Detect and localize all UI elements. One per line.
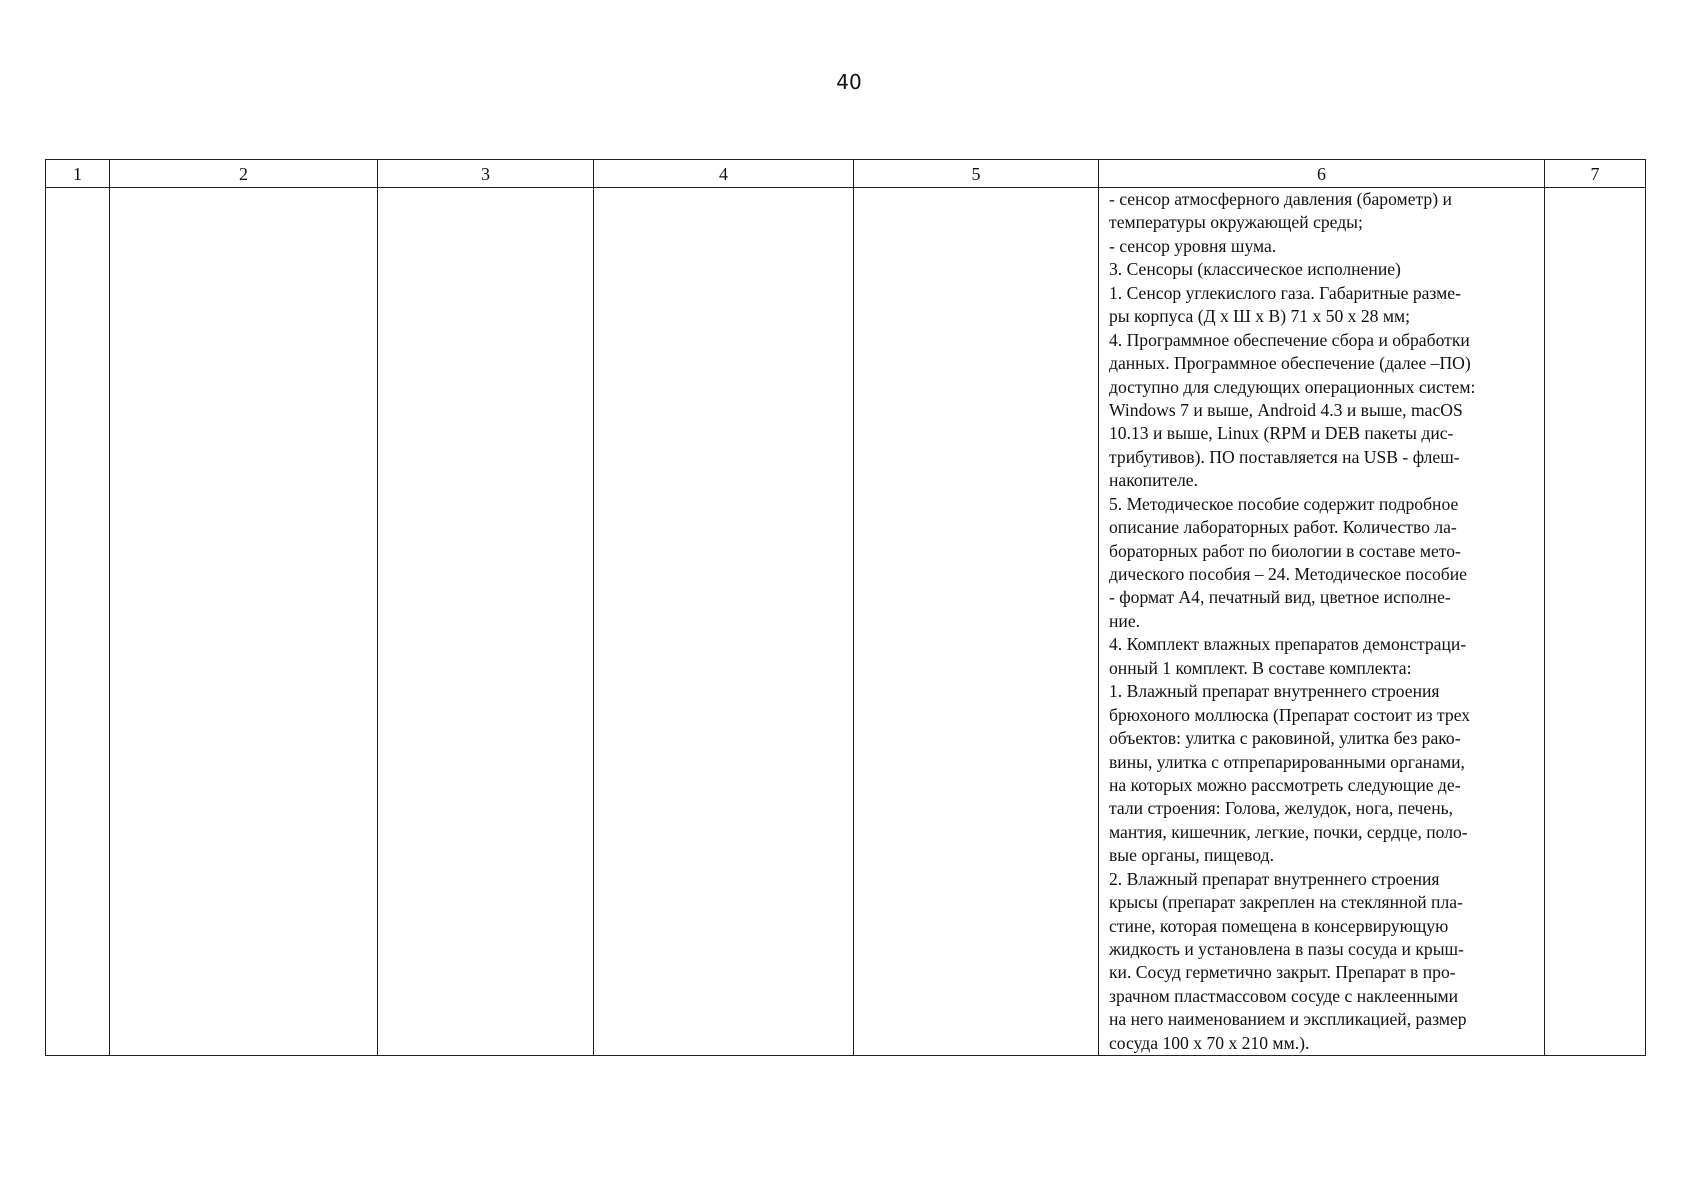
text-line: жидкость и установлена в пазы сосуда и крыш- [1109, 939, 1464, 959]
text-line: температуры окружающей среды; [1109, 212, 1363, 233]
text-line: 2. Влажный препарат внутреннего строения [1109, 868, 1440, 889]
text-line: онный 1 комплект. В составе комплекта: [1109, 657, 1412, 678]
text-line: 3. Сенсоры (классическое исполнение) [1109, 259, 1401, 280]
text-line: доступно для следующих операционных систем: [1109, 376, 1476, 397]
text-line: на которых можно рассмотреть следующие де- [1109, 774, 1461, 795]
cell-col-4 [594, 188, 854, 1056]
cell-col-7 [1545, 188, 1646, 1056]
text-line: 4. Программное обеспечение сбора и обработки [1109, 329, 1470, 350]
cell-col-5 [854, 188, 1099, 1056]
text-line: - сенсор атмосферного давления (барометр) и [1109, 189, 1452, 209]
specification-table [45, 159, 1646, 1056]
page-number: 40 [836, 70, 862, 94]
header-cell-7: 7 [1545, 160, 1646, 188]
cell-col-2 [110, 188, 378, 1056]
text-line: трибутивов). ПО поставляется на USB - флеш- [1109, 446, 1460, 467]
text-line: 10.13 и выше, Linux (RPM и DEB пакеты дис- [1109, 423, 1454, 444]
text-line: 4. Комплект влажных препаратов демонстраци- [1109, 634, 1467, 655]
header-cell-4: 4 [594, 160, 854, 188]
text-line: вины, улитка с отпрепарированными органами, [1109, 751, 1465, 772]
text-line: мантия, кишечник, легкие, почки, сердце, поло- [1109, 821, 1468, 842]
header-row [46, 160, 1646, 188]
text-line: зрачном пластмассовом сосуде с наклеенными [1109, 985, 1459, 1006]
table-row [46, 188, 1646, 1056]
text-line: дического пособия – 24. Методическое пособие [1109, 564, 1467, 584]
cell-col-1 [46, 188, 110, 1056]
text-line: - сенсор уровня шума. [1109, 235, 1277, 256]
text-line: брюхоного моллюска (Препарат состоит из трех [1109, 704, 1471, 725]
text-line: тали строения: Голова, желудок, нога, печень, [1109, 798, 1454, 819]
text-line: накопителе. [1109, 470, 1198, 491]
text-line: 1. Сенсор углекислого газа. Габаритные разме- [1109, 282, 1461, 303]
text-line: описание лабораторных работ. Количество ла- [1109, 517, 1457, 538]
text-line: ки. Сосуд герметично закрыт. Препарат в про- [1109, 962, 1456, 983]
text-line: Windows 7 и выше, Android 4.3 и выше, macOS [1109, 399, 1463, 420]
text-line: 5. Методическое пособие содержит подробное [1109, 493, 1459, 514]
header-cell-6: 6 [1099, 160, 1545, 188]
header-cell-1: 1 [46, 160, 110, 188]
text-line: 1. Влажный препарат внутреннего строения [1109, 681, 1440, 702]
specification-text [1099, 188, 1544, 1055]
text-line: на него наименованием и экспликацией, размер [1109, 1009, 1467, 1030]
text-line: ние. [1109, 610, 1141, 631]
text-line: крысы (препарат закреплен на стеклянной пла- [1109, 892, 1463, 913]
text-line: сосуда 100 х 70 х 210 мм.). [1109, 1032, 1310, 1053]
text-line: ры корпуса (Д х Ш х В) 71 х 50 х 28 мм; [1109, 306, 1411, 327]
header-cell-3: 3 [378, 160, 594, 188]
cell-col-6 [1099, 188, 1545, 1056]
text-line: вые органы, пищевод. [1109, 845, 1275, 866]
text-line: бораторных работ по биологии в составе мето- [1109, 540, 1461, 561]
text-line: объектов: улитка с раковиной, улитка без рако- [1109, 728, 1461, 749]
text-line: - формат А4, печатный вид, цветное исполне- [1109, 587, 1451, 608]
header-cell-5: 5 [854, 160, 1099, 188]
text-line: данных. Программное обеспечение (далее –ПО) [1109, 353, 1471, 374]
text-line: стине, которая помещена в консервирующую [1109, 915, 1449, 936]
cell-col-3 [378, 188, 594, 1056]
header-cell-2: 2 [110, 160, 378, 188]
